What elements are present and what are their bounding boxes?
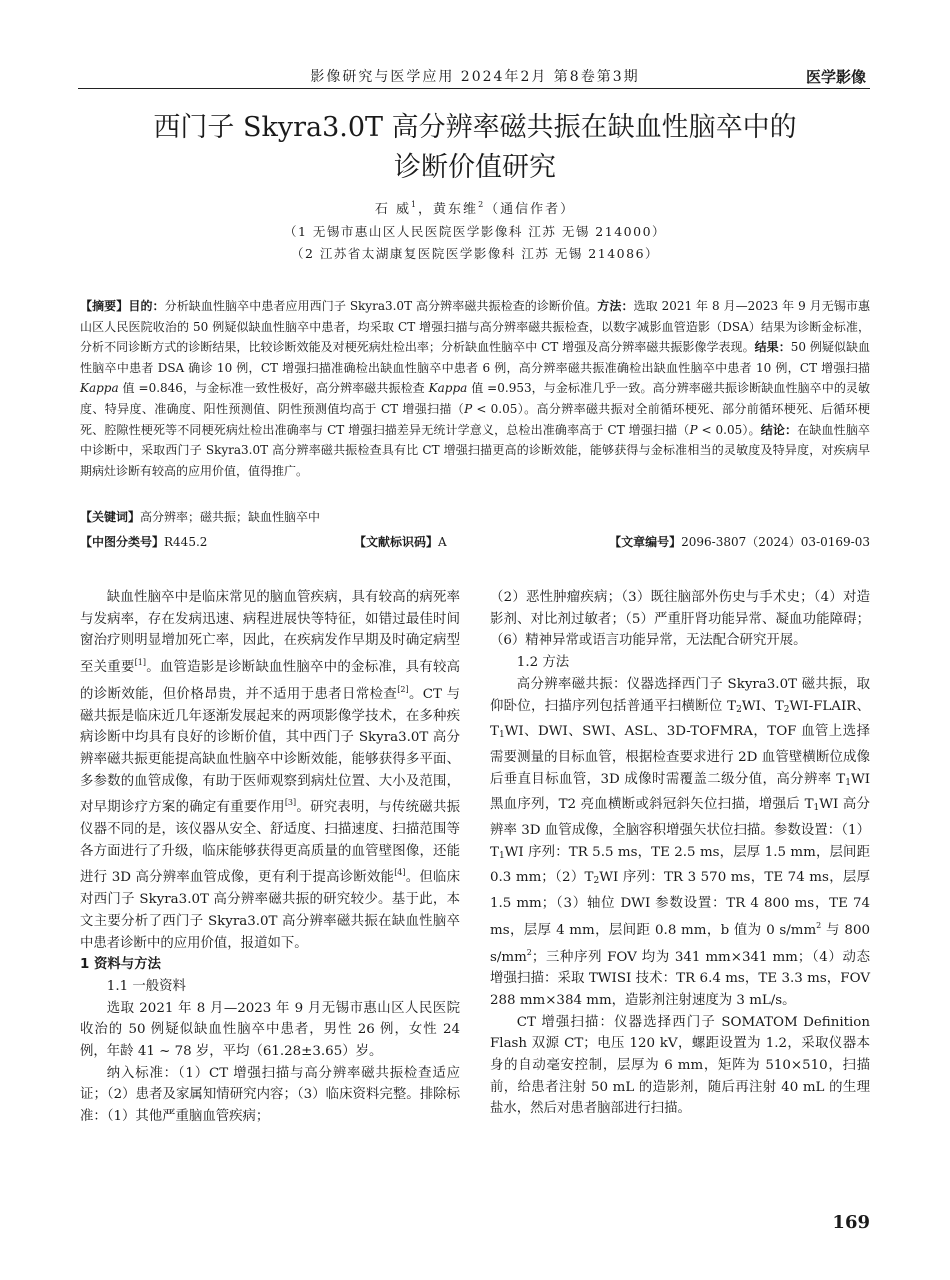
mri-text-i: 与 800 s/mm bbox=[490, 922, 870, 965]
author-1: 石 威 bbox=[374, 202, 411, 217]
subscript: 1 bbox=[845, 777, 851, 788]
general-data-paragraph: 选取 2021 年 8 月—2023 年 9 月无锡市惠山区人民医院收治的 50 例疑似缺血性脑卒中患者，男性 26 例，女性 24 例，年龄 41 ~ 78 岁，平均（61.28±3.65）岁。 bbox=[80, 1000, 460, 1060]
keywords bbox=[80, 508, 870, 525]
conclusion-label: 结论： bbox=[760, 422, 798, 437]
ref-4: [4] bbox=[394, 868, 406, 878]
result-label: 结果： bbox=[754, 340, 791, 355]
author-2-affil: 2 bbox=[478, 200, 486, 209]
subscript: 1 bbox=[498, 850, 505, 861]
intro-text-c: 。CT 与磁共振是临床近几年逐渐发展起来的两项影像学技术，在多种疾病诊断中均具有良好的诊断价值，其中西门子 Skyra3.0T 高分辨率磁共振更能提高缺血性脑卒中诊断效能，能够获得多平面、多参数的血管成像，有助于医师观察到病灶位置、大小及范围，对早期诊疗方案的确定有重要作用 bbox=[80, 686, 460, 816]
header-rule bbox=[78, 88, 870, 89]
left-column bbox=[80, 587, 460, 1128]
abstract bbox=[80, 296, 870, 481]
subscript: 2 bbox=[593, 876, 600, 887]
author-1-affil: 1 bbox=[410, 200, 419, 209]
ct-paragraph: CT 增强扫描：仪器选择西门子 SOMATOM Definition Flash 双源 CT；电压 120 kV，螺距设置为 1.2，采取仪器本身的自动毫安控制，层厚为 6 mm，矩阵为 510×510，扫描前，给患者注射 50 mL 的造影剂，随后再注射 40 mL 的生理盐水，然后对患者脑部进行扫描。 bbox=[490, 1014, 870, 1117]
kappa-2: Kappa bbox=[428, 381, 468, 396]
mri-text-b: WI、T bbox=[741, 698, 784, 714]
heading-1-2: 1.2 方法 bbox=[516, 655, 570, 671]
clc-value: R445.2 bbox=[164, 535, 208, 549]
p-value-2: P bbox=[689, 422, 698, 437]
journal-header: 影像研究与医学应用 2024年2月 第8卷第3期 bbox=[310, 69, 640, 85]
ref-1: [1] bbox=[134, 658, 146, 668]
method-label: 方法： bbox=[597, 299, 634, 313]
superscript: 2 bbox=[526, 947, 532, 957]
abstract-label: 【摘要】 bbox=[80, 299, 129, 313]
author-2: ，黄东维 bbox=[418, 202, 479, 217]
subscript: 1 bbox=[813, 803, 820, 814]
superscript: 2 bbox=[816, 920, 822, 930]
method-text: 选取 2021 年 8 月—2023 年 9 月无锡市惠山区人民医院收治的 50 例疑似缺血性脑卒中患者，均采取 CT 增强扫描与高分辨率磁共振检查，以数字减影血管造影（DSA）结果为诊断金标准，分析不同诊断方式的诊断结果，比较诊断效能及对梗死病灶检出率；分析缺血性脑卒中 CT 增强及高分辨率磁共振影像学表现。 bbox=[80, 299, 870, 355]
mri-text-g: WI 序列：TR 5.5 ms，TE 2.5 ms，层厚 1.5 mm，层间距 0.3 mm；（2）T bbox=[490, 844, 870, 886]
subscript: 2 bbox=[783, 704, 790, 715]
intro-text-e: 。但临床对西门子 Skyra3.0T 高分辨率磁共振的研究较少。基于此，本文主要分析了西门子 Skyra3.0T 高分辨率磁共振在缺血性脑卒中患者诊断中的应用价值，报道如下。 bbox=[80, 870, 460, 951]
affiliation-2: （2 江苏省太湖康复医院医学影像科 江苏 无锡 214086） bbox=[290, 246, 660, 261]
mri-paragraph bbox=[490, 674, 870, 1012]
section-tag: 医学影像 bbox=[805, 68, 866, 86]
result-text-a: 50 例疑似缺血性脑卒中患者 DSA 确诊 10 例，CT 增强扫描准确检出缺血性脑卒中患者 6 例，高分辨率磁共振准确检出缺血性脑卒中患者 10 例，CT 增强扫描 bbox=[80, 340, 870, 375]
subscript: 2 bbox=[736, 704, 742, 715]
mri-text-f: WI 高分辨率 3D 血管成像，全脑容积增强矢状位扫描。参数设置：（1）T bbox=[490, 797, 870, 860]
heading-1: 1 资料与方法 bbox=[80, 957, 161, 973]
page-number: 169 bbox=[832, 1212, 870, 1233]
result-text-c: 值 =0.953，与金标准几乎一致。高分辨率磁共振诊断缺血性脑卒中的灵敏度、特异度、准确度、阳性预测值、阴性预测值均高于 CT 增强扫描（ bbox=[80, 381, 871, 416]
result-text-e: < 0.05）。 bbox=[697, 422, 761, 437]
corresponding-note: （通信作者） bbox=[485, 202, 576, 217]
intro-text-a: 缺血性脑卒中是临床常见的脑血管疾病，具有较高的病死率与发病率，存在发病迅速、病程进展快等特征，如错过最佳时间窗治疗则明显增加死亡率，因此，在疾病发作早期及时确定病型至关重要 bbox=[80, 590, 460, 676]
intro-text-d: 。研究表明，与传统磁共振仪器不同的是，该仪器从安全、舒适度、扫描速度、扫描范围等各方面进行了升级，临床能够获得更高质量的血管壁图像，还能进行 3D 高分辨率血管成像，更有利于提高诊断效能 bbox=[80, 800, 461, 886]
mri-text-c: WI-FLAIR、T bbox=[490, 698, 871, 740]
clc-number bbox=[80, 533, 207, 550]
mri-text-d: WI、DWI、SWI、ASL、3D-TOFMRA，TOF 血管上选择需要测量的目标血管，根据检查要求进行 2D 血管壁横断位成像后垂直目标血管，3D 成像时需覆盖二级分值，高分辨率 T bbox=[490, 724, 870, 787]
ref-3: [3] bbox=[284, 798, 297, 808]
mri-text-h: WI 序列：TR 3 570 ms，TE 74 ms，层厚 1.5 mm；（3）轴位 DWI 参数设置：TR 4 800 ms，TE 74 ms，层厚 4 mm，层间距 0.8 mm，b 值为 0 s/mm bbox=[490, 870, 870, 938]
result-text-b: 值 =0.846，与金标准一致性极好，高分辨率磁共振检查 bbox=[118, 381, 429, 396]
mri-text-e: WI 黑血序列，T2 亮血横断或斜冠斜矢位扫描，增强后 T bbox=[490, 771, 870, 813]
paper-title bbox=[0, 108, 950, 188]
heading-1-1: 1.1 一般资料 bbox=[106, 978, 186, 994]
objective-text: 分析缺血性脑卒中患者应用西门子 Skyra3.0T 高分辨率磁共振检查的诊断价值。 bbox=[164, 299, 598, 313]
article-number-label: 【文章编号】 bbox=[609, 535, 682, 549]
criteria-paragraph: 纳入标准：（1）CT 增强扫描与高分辨率磁共振检查适应证；（2）患者及家属知情研究内容；（3）临床资料完整。排除标准：（1）其他严重脑血管疾病； bbox=[80, 1065, 460, 1125]
affiliation-1: （1 无锡市惠山区人民医院医学影像科 江苏 无锡 214000） bbox=[283, 224, 667, 239]
conclusion-text: 在缺血性脑卒中诊断中，采取西门子 Skyra3.0T 高分辨率磁共振检查具有比 CT 增强扫描更高的诊断效能，能够获得与金标准相当的灵敏度及特异度，对疾病早期病灶诊断有较高的应用价值，值得推广。 bbox=[80, 422, 870, 478]
clc-label: 【中图分类号】 bbox=[80, 535, 165, 549]
intro-text-b: 。血管造影是诊断缺血性脑卒中的金标准，具有较高的诊断效能，但价格昂贵，并不适用于患者日常检查 bbox=[80, 660, 461, 702]
subscript: 1 bbox=[498, 730, 505, 741]
article-number-value: 2096-3807（2024）03-0169-03 bbox=[681, 535, 870, 549]
objective-label: 目的： bbox=[128, 299, 165, 313]
article-number bbox=[609, 533, 870, 550]
keywords-text: 高分辨率；磁共振；缺血性脑卒中 bbox=[140, 510, 321, 524]
title-line-1: 西门子 Skyra3.0T 高分辨率磁共振在缺血性脑卒中的 bbox=[153, 112, 797, 143]
title-line-2: 诊断价值研究 bbox=[394, 152, 556, 183]
right-column bbox=[490, 587, 870, 1120]
kappa-1: Kappa bbox=[80, 381, 119, 396]
result-text-d: < 0.05）。高分辨率磁共振对全前循环梗死、部分前循环梗死、后循环梗死、腔隙性梗死等不同梗死病灶检出准确率与 CT 增强扫描差异无统计学意义，总检出准确率高于 CT 增强扫描（ bbox=[80, 401, 870, 437]
keywords-label: 【关键词】 bbox=[80, 510, 141, 524]
ref-2: [2] bbox=[397, 684, 409, 694]
doc-code-value: A bbox=[438, 535, 447, 549]
doc-code-label: 【文献标识码】 bbox=[354, 535, 439, 549]
doc-code bbox=[354, 533, 447, 550]
mri-text-j: ；三种序列 FOV 均为 341 mm×341 mm；（4）动态增强扫描：采取 TWISI 技术：TR 6.4 ms，TE 3.3 ms，FOV 288 mm×384 mm，造影剂注射速度为 3 mL/s。 bbox=[490, 949, 870, 1008]
authors bbox=[0, 198, 950, 217]
intro-paragraph bbox=[80, 587, 460, 954]
p-value-1: P bbox=[464, 401, 473, 416]
mri-text-a: 高分辨率磁共振：仪器选择西门子 Skyra3.0T 磁共振，取仰卧位，扫描序列包括普通平扫横断位 T bbox=[490, 676, 870, 714]
exclusion-paragraph: （2）恶性肿瘤疾病；（3）既往脑部外伤史与手术史；（4）对造影剂、对比剂过敏者；（5）严重肝肾功能异常、凝血功能障碍；（6）精神异常或语言功能异常，无法配合研究开展。 bbox=[490, 590, 870, 649]
